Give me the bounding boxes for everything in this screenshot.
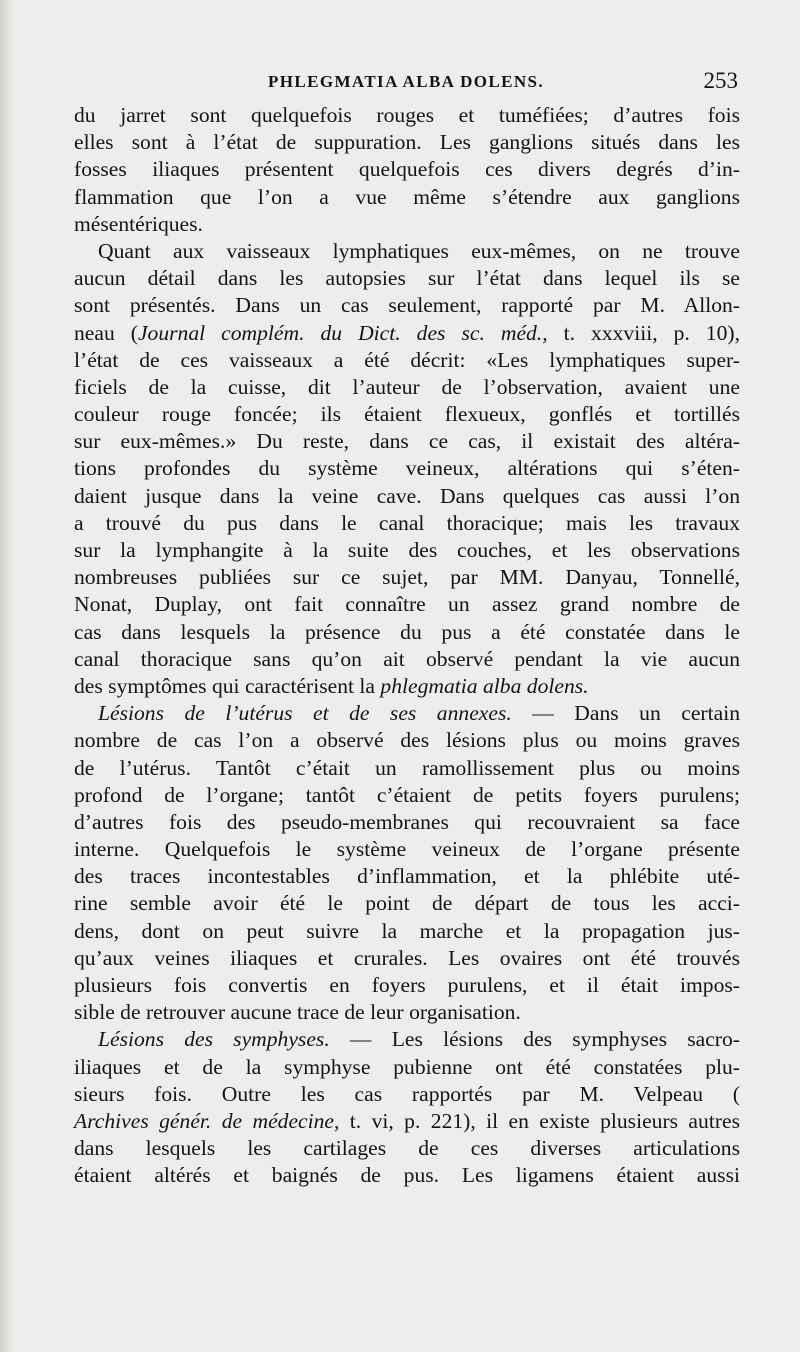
text-line: d’autres fois des pseudo-membranes qui recouvraient sa face [74, 809, 740, 834]
italic-segment: Lésions des symphyses. [98, 1027, 330, 1052]
text-line: profond de l’organe; tantôt c’étaient de petits foyers purulens; [74, 782, 740, 807]
text-line: qu’aux veines iliaques et crurales. Les ovaires ont été trouvés [74, 945, 740, 970]
italic-segment: phlegmatia alba dolens. [380, 673, 589, 698]
italic-segment: Archives génér. de médecine, [74, 1108, 340, 1133]
text-segment: — Les lésions des symphyses sacro- [329, 1027, 740, 1052]
text-line: mésentériques. [74, 211, 203, 236]
text-line: elles sont à l’état de suppuration. Les ganglions situés dans les [74, 130, 740, 155]
text-line: sont présentés. Dans un cas seulement, rapporté par M. Allon- [74, 293, 740, 318]
text-segment: — Dans un certain [511, 701, 740, 726]
text-line: daient jusque dans la veine cave. Dans quelques cas aussi l’on [74, 483, 740, 508]
running-head [72, 68, 740, 98]
text-line: nombre de cas l’on a observé des lésions plus ou moins graves [74, 728, 740, 753]
text-line: interne. Quelquefois le système veineux de l’organe présente [74, 837, 740, 862]
page-gutter-shadow [0, 0, 14, 1352]
text-line: cas dans lesquels la présence du pus a été constatée dans le [74, 619, 740, 644]
text-segment: neau ( [74, 320, 138, 345]
page-number: 253 [703, 68, 738, 93]
text-line: l’état de ces vaisseaux a été décrit: «Les lymphatiques super- [74, 347, 740, 372]
text-line: sible de retrouver aucune trace de leur organisation. [74, 1000, 521, 1025]
text-line: aucun détail dans les autopsies sur l’état dans lequel ils se [74, 266, 740, 291]
text-line: dens, dont on peut suivre la marche et la propagation jus- [74, 918, 740, 943]
text-line: étaient altérés et baignés de pus. Les ligamens étaient aussi [74, 1163, 740, 1188]
running-title: PHLEGMATIA ALBA DOLENS. [267, 72, 545, 91]
text-line: nombreuses publiées sur ce sujet, par MM. Danyau, Tonnellé, [74, 565, 740, 590]
italic-segment: Lésions de l’utérus et de ses annexes. [98, 701, 512, 726]
text-line: Nonat, Duplay, ont fait connaître un assez grand nombre de [74, 592, 740, 617]
text-line: canal thoracique sans qu’on ait observé pendant la vie aucun [74, 646, 740, 671]
text-line: sur la lymphangite à la suite des couches, et les observations [74, 538, 740, 562]
text-segment: t. vi, p. 221), il en existe plusieurs autres [339, 1108, 740, 1133]
body-text [74, 102, 740, 1190]
text-line: Quant aux vaisseaux lymphatiques eux-mêmes, on ne trouve [98, 238, 740, 263]
italic-segment: Journal complém. du Dict. des sc. méd., [137, 320, 548, 345]
text-segment: t. xxxviii, p. 10), [547, 320, 740, 345]
text-line: ficiels de la cuisse, dit l’auteur de l’observation, avaient une [74, 374, 740, 399]
text-line: tions profondes du système veineux, altérations qui s’éten- [74, 456, 740, 481]
text-line: rine semble avoir été le point de départ de tous les acci- [74, 891, 740, 916]
text-line: des traces incontestables d’inflammation, et la phlébite uté- [74, 864, 740, 889]
text-line: du jarret sont quelquefois rouges et tuméfiées; d’autres fois [74, 103, 740, 127]
text-line: de l’utérus. Tantôt c’était un ramollissement plus ou moins [74, 755, 740, 780]
text-line: dans lesquels les cartilages de ces diverses articulations [74, 1136, 740, 1161]
text-line: sieurs fois. Outre les cas rapportés par M. Velpeau ( [74, 1081, 740, 1106]
text-line: couleur rouge foncée; ils étaient flexueux, gonflés et tortillés [74, 402, 740, 427]
text-line [74, 700, 740, 727]
text-line [74, 1026, 740, 1053]
text-segment: des symptômes qui caractérisent la [74, 673, 381, 698]
text-line: iliaques et de la symphyse pubienne ont été constatées plu- [74, 1054, 740, 1079]
text-line: flammation que l’on a vue même s’étendre aux ganglions [74, 184, 740, 209]
text-line: plusieurs fois convertis en foyers purulens, et il était impos- [74, 973, 740, 997]
text-line: fosses iliaques présentent quelquefois ces divers degrés d’in- [74, 157, 740, 182]
text-line [74, 320, 740, 347]
text-line [74, 673, 740, 700]
text-line: a trouvé du pus dans le canal thoracique; mais les travaux [74, 510, 740, 535]
text-line: sur eux-mêmes.» Du reste, dans ce cas, il existait des altéra- [74, 429, 740, 454]
text-line [74, 1108, 740, 1135]
